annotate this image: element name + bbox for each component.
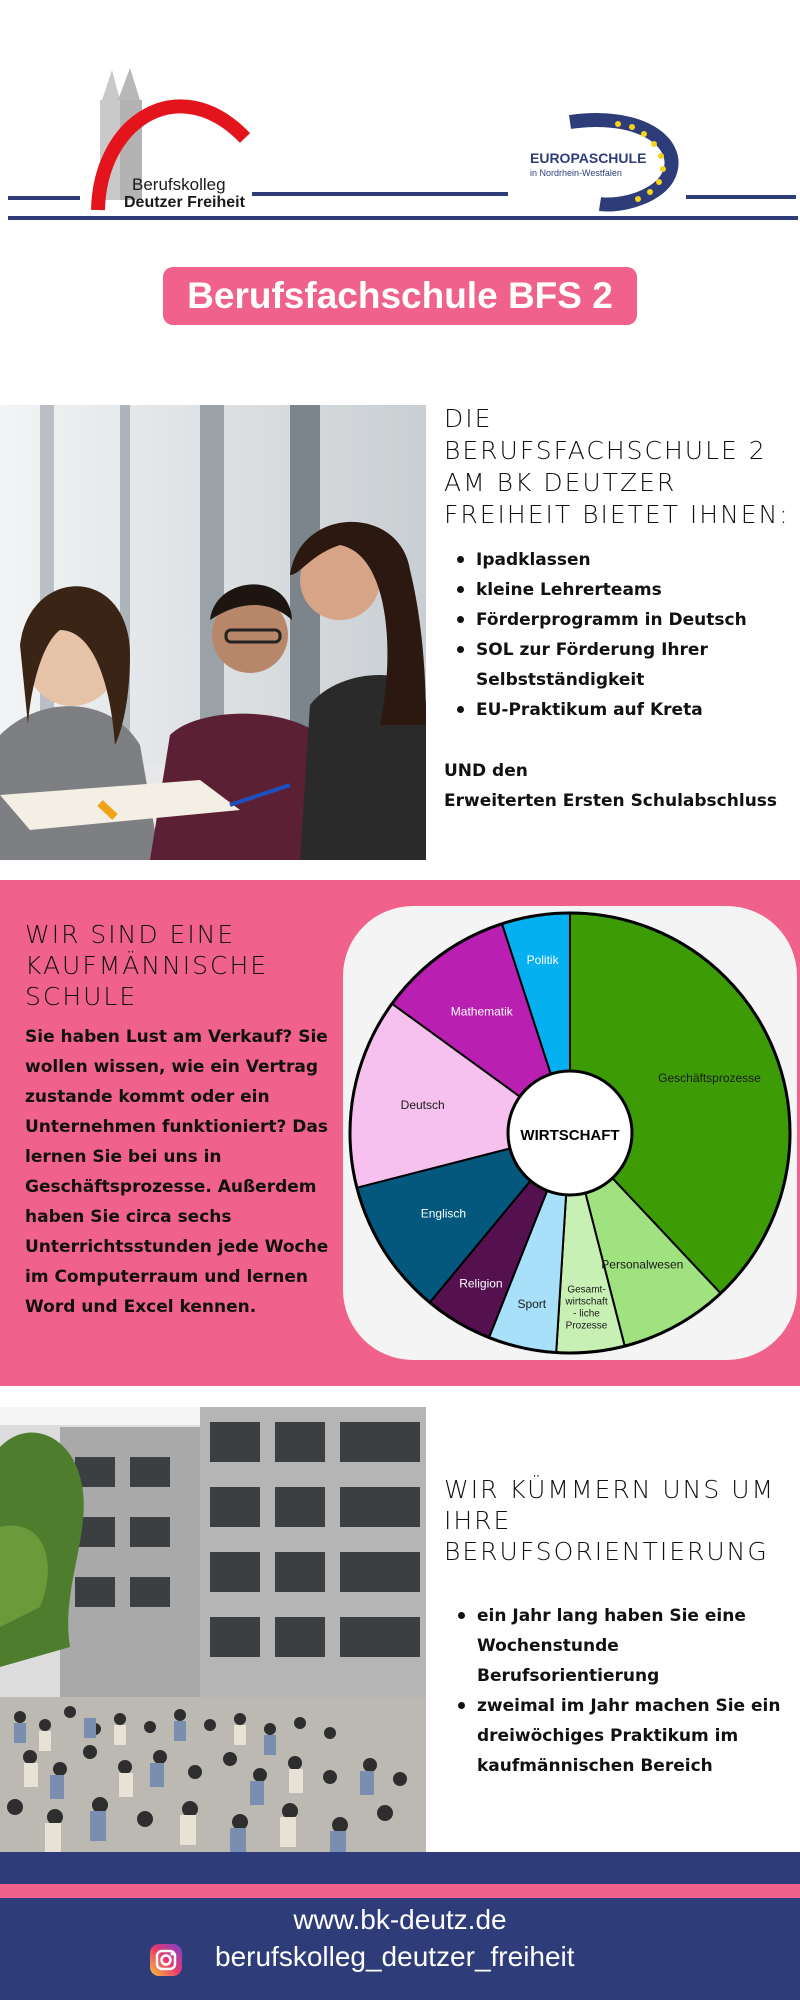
header-line-bottom (8, 216, 798, 220)
students-photo (0, 405, 426, 860)
page-title: Berufsfachschule BFS 2 (163, 267, 637, 325)
section1-bullet-list (446, 545, 796, 725)
pie-slice-label: Deutsch (400, 1097, 445, 1112)
list-item: SOL zur Förderung Ihrer Selbstständigkeit (476, 635, 796, 695)
pie-slice-label: Personalwesen (601, 1257, 684, 1272)
school-building-illustration (0, 1407, 426, 1852)
header-line-middle (252, 192, 508, 196)
pie-slice-label: Englisch (420, 1206, 467, 1221)
pie-slice-label: Gesamt-wirtschaft - liche Prozesse (565, 1284, 608, 1332)
chart-center-label: WIRTSCHAFT (520, 1127, 620, 1144)
footer-band-top (0, 1852, 800, 1884)
section3-heading: WIR KÜMMERN UNS UM IHRE BERUFSORIENTIERUNG (444, 1475, 776, 1566)
logo-line-1: Berufskolleg (132, 175, 226, 194)
section2-heading: WIR SIND EINE KAUFMÄNNISCHE SCHULE (25, 920, 269, 1011)
students-photo-illustration (0, 405, 426, 860)
section2-text: Sie haben Lust am Verkauf? Sie wollen wissen, wie ein Vertrag zustande kommt oder ein Unternehmen funktioniert? Das lernen Sie bei uns in Geschäftsprozesse. Außerdem haben Sie circa sechs Unterrichtsstunden jede Woche im Computerraum und lernen Word und Excel kennen. (25, 1027, 329, 1317)
list-item: ein Jahr lang haben Sie eine Wochenstunde Berufsorientierung (477, 1601, 797, 1691)
school-building-photo (0, 1407, 426, 1852)
europaschule-title: EUROPASCHULE (530, 150, 647, 166)
logo-line-2: Deutzer Freiheit (124, 194, 245, 211)
header (0, 0, 800, 240)
section1-closing-line-2: Erweiterten Ersten Schulabschluss (444, 791, 778, 811)
section1-closing-line-1: UND den (444, 761, 528, 781)
footer-pink-stripe (0, 1884, 800, 1898)
list-item: EU-Praktikum auf Kreta (476, 695, 796, 725)
instagram-handle[interactable]: berufskolleg_deutzer_freiheit (215, 1941, 575, 1972)
pie-slice-label: Geschäftsprozesse (658, 1070, 761, 1085)
pie-slice-label: Religion (459, 1276, 503, 1291)
list-item: Förderprogramm in Deutsch (476, 605, 796, 635)
instagram-icon[interactable] (149, 1943, 183, 1977)
section3-bullet-list (447, 1601, 797, 1781)
list-item: kleine Lehrerteams (476, 575, 796, 605)
header-line-right (686, 195, 796, 199)
pie-slice-label: Politik (526, 953, 559, 968)
subject-pie-chart (343, 906, 797, 1360)
header-line-left (8, 196, 80, 200)
list-item: zweimal im Jahr machen Sie ein dreiwöchiges Praktikum im kaufmännischen Bereich (477, 1691, 797, 1781)
pie-slice-label: Mathematik (450, 1004, 513, 1019)
europaschule-subtitle: in Nordrhein-Westfalen (530, 168, 622, 178)
section1-heading: DIE BERUFSFACHSCHULE 2 AM BK DEUTZER FREIHEIT BIETET IHNEN: (444, 404, 790, 529)
website-link[interactable]: www.bk-deutz.de (293, 1904, 507, 1935)
pie-slice-label: Sport (517, 1296, 547, 1311)
list-item: Ipadklassen (476, 545, 796, 575)
